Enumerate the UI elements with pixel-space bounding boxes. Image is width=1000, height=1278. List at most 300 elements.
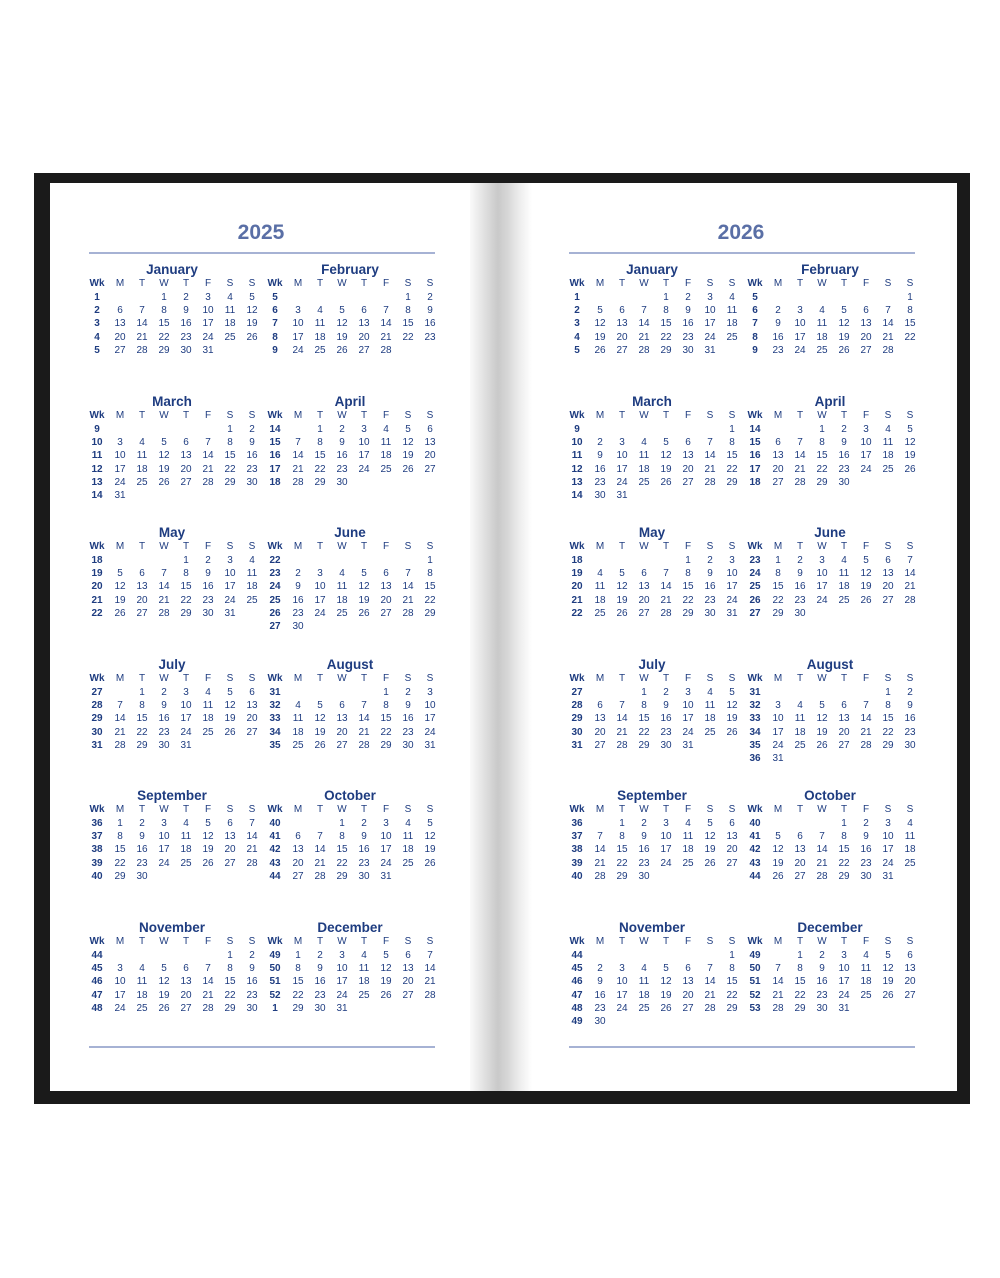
day-cell: 20 xyxy=(246,713,258,725)
day-cell: 27 xyxy=(292,870,304,882)
weekday-label: T xyxy=(840,541,848,552)
weekday-label: M xyxy=(115,804,125,815)
week-number: 30 xyxy=(571,726,583,738)
day-cell: 23 xyxy=(314,989,326,1001)
day-cell: 4 xyxy=(797,700,803,712)
day-cell: 11 xyxy=(246,568,258,580)
day-cell: 30 xyxy=(292,621,304,632)
weekday-label: W xyxy=(817,541,827,552)
day-cell: 20 xyxy=(358,331,370,343)
weekday-label: T xyxy=(316,804,324,815)
week-number: 47 xyxy=(91,989,103,1001)
day-cell: 28 xyxy=(136,344,148,356)
day-cell: 14 xyxy=(882,318,894,330)
day-cell: 8 xyxy=(797,963,803,975)
day-cell: 30 xyxy=(704,607,716,619)
day-cell: 20 xyxy=(682,463,694,475)
day-cell: 17 xyxy=(336,976,348,988)
day-cell: 29 xyxy=(136,739,148,751)
day-cell: 9 xyxy=(685,305,691,317)
weekday-label: T xyxy=(360,410,368,421)
day-cell: 16 xyxy=(904,713,916,725)
day-cell: 17 xyxy=(616,989,628,1001)
day-cell: 28 xyxy=(794,476,806,488)
day-cell: 31 xyxy=(424,739,436,751)
day-cell: 13 xyxy=(402,963,414,975)
week-number: 16 xyxy=(269,450,281,462)
day-cell: 19 xyxy=(336,331,348,343)
day-cell: 16 xyxy=(246,976,258,988)
week-number: 25 xyxy=(269,594,281,606)
weekday-label: F xyxy=(684,673,692,684)
day-cell: 3 xyxy=(863,424,869,435)
week-number: 14 xyxy=(749,424,761,435)
day-cell: 6 xyxy=(797,831,803,843)
day-cell: 4 xyxy=(361,950,367,961)
day-cell: 7 xyxy=(383,305,389,317)
weekday-label: T xyxy=(316,278,324,289)
day-cell: 28 xyxy=(616,739,628,751)
diary-spine xyxy=(470,183,532,1091)
day-cell: 24 xyxy=(660,857,672,869)
day-cell: 13 xyxy=(424,437,436,449)
day-cell: 25 xyxy=(136,1002,148,1014)
day-cell: 1 xyxy=(663,292,669,303)
month-name: August xyxy=(326,657,374,672)
day-cell: 16 xyxy=(292,594,304,606)
day-cell: 8 xyxy=(227,963,233,975)
day-cell: 8 xyxy=(819,437,825,449)
weekday-label: S xyxy=(706,673,714,684)
day-cell: 10 xyxy=(816,568,828,580)
bottom-rule xyxy=(569,1046,915,1048)
day-cell: 8 xyxy=(183,568,189,580)
day-cell: 29 xyxy=(336,870,348,882)
day-cell: 7 xyxy=(249,818,255,829)
day-cell: 9 xyxy=(205,568,211,580)
day-cell: 15 xyxy=(402,318,414,330)
day-cell: 27 xyxy=(358,344,370,356)
day-cell: 19 xyxy=(158,989,170,1001)
day-cell: 3 xyxy=(361,424,367,435)
week-number: 20 xyxy=(571,581,583,593)
day-cell: 6 xyxy=(383,568,389,580)
weekday-label: S xyxy=(884,278,892,289)
week-number: 24 xyxy=(749,568,761,580)
day-cell: 2 xyxy=(183,292,189,303)
day-cell: 12 xyxy=(246,305,258,317)
week-number: 8 xyxy=(752,331,758,343)
weekday-label: F xyxy=(862,278,870,289)
day-cell: 17 xyxy=(180,713,192,725)
day-cell: 25 xyxy=(136,476,148,488)
day-cell: 29 xyxy=(380,739,392,751)
weekday-label: M xyxy=(293,936,303,947)
day-cell: 3 xyxy=(841,950,847,961)
day-cell: 14 xyxy=(246,831,258,843)
month-name: August xyxy=(806,657,854,672)
week-number: 49 xyxy=(269,950,281,961)
day-cell: 29 xyxy=(882,739,894,751)
day-cell: 28 xyxy=(158,607,170,619)
day-cell: 21 xyxy=(202,463,214,475)
day-cell: 25 xyxy=(314,344,326,356)
day-cell: 17 xyxy=(838,976,850,988)
week-number: 25 xyxy=(749,581,761,593)
day-cell: 1 xyxy=(295,950,301,961)
day-cell: 27 xyxy=(224,857,236,869)
week-number: 41 xyxy=(749,831,761,843)
day-cell: 25 xyxy=(726,331,738,343)
day-cell: 3 xyxy=(797,305,803,317)
weekday-label: T xyxy=(316,673,324,684)
day-cell: 8 xyxy=(117,831,123,843)
weekday-label: S xyxy=(906,541,914,552)
day-cell: 16 xyxy=(660,713,672,725)
day-cell: 24 xyxy=(224,594,236,606)
day-cell: 27 xyxy=(682,1002,694,1014)
weekday-label: W xyxy=(817,804,827,815)
day-cell: 8 xyxy=(685,568,691,580)
day-cell: 22 xyxy=(660,331,672,343)
day-cell: 13 xyxy=(682,450,694,462)
day-cell: 21 xyxy=(114,726,126,738)
day-cell: 27 xyxy=(594,739,606,751)
day-cell: 28 xyxy=(882,344,894,356)
day-cell: 13 xyxy=(882,568,894,580)
day-cell: 28 xyxy=(424,989,436,1001)
weekday-label: W xyxy=(639,410,649,421)
week-header: Wk xyxy=(89,278,105,289)
day-cell: 26 xyxy=(202,857,214,869)
week-number: 6 xyxy=(752,305,758,317)
day-cell: 29 xyxy=(180,607,192,619)
day-cell: 2 xyxy=(427,292,433,303)
weekday-label: F xyxy=(862,936,870,947)
bottom-rule xyxy=(89,1046,435,1048)
day-cell: 5 xyxy=(205,818,211,829)
day-cell: 29 xyxy=(682,607,694,619)
weekday-label: M xyxy=(595,278,605,289)
day-cell: 14 xyxy=(816,844,828,856)
week-header: Wk xyxy=(267,804,283,815)
day-cell: 8 xyxy=(295,963,301,975)
week-number: 39 xyxy=(571,857,583,869)
day-cell: 8 xyxy=(619,831,625,843)
month-name: December xyxy=(317,920,383,935)
weekday-label: S xyxy=(728,541,736,552)
weekday-label: S xyxy=(728,936,736,947)
day-cell: 29 xyxy=(726,1002,738,1014)
day-cell: 15 xyxy=(816,450,828,462)
day-cell: 10 xyxy=(314,581,326,593)
day-cell: 11 xyxy=(638,976,650,988)
day-cell: 11 xyxy=(594,581,606,593)
day-cell: 1 xyxy=(339,818,345,829)
day-cell: 25 xyxy=(860,989,872,1001)
day-cell: 9 xyxy=(863,831,869,843)
day-cell: 11 xyxy=(838,568,850,580)
day-cell: 6 xyxy=(361,305,367,317)
week-number: 38 xyxy=(571,844,583,856)
day-cell: 30 xyxy=(638,870,650,882)
weekday-label: T xyxy=(182,936,190,947)
day-cell: 27 xyxy=(772,476,784,488)
day-cell: 3 xyxy=(117,963,123,975)
day-cell: 6 xyxy=(339,700,345,712)
week-number: 18 xyxy=(749,476,761,488)
day-cell: 6 xyxy=(685,437,691,449)
week-number: 9 xyxy=(574,424,580,435)
weekday-label: M xyxy=(293,804,303,815)
day-cell: 13 xyxy=(726,831,738,843)
day-cell: 5 xyxy=(249,292,255,303)
weekday-label: S xyxy=(248,936,256,947)
day-cell: 10 xyxy=(180,700,192,712)
week-number: 36 xyxy=(91,818,103,829)
weekday-label: T xyxy=(138,673,146,684)
day-cell: 5 xyxy=(663,963,669,975)
day-cell: 20 xyxy=(682,989,694,1001)
day-cell: 31 xyxy=(704,344,716,356)
weekday-label: S xyxy=(226,541,234,552)
week-number: 17 xyxy=(749,463,761,475)
week-number: 31 xyxy=(269,687,281,698)
month-name: September xyxy=(137,788,207,803)
day-cell: 8 xyxy=(139,700,145,712)
day-cell: 17 xyxy=(816,581,828,593)
week-number: 51 xyxy=(269,976,281,988)
day-cell: 10 xyxy=(224,568,236,580)
week-header: Wk xyxy=(747,673,763,684)
day-cell: 4 xyxy=(641,437,647,449)
weekday-label: T xyxy=(662,804,670,815)
week-number: 22 xyxy=(269,555,281,566)
day-cell: 31 xyxy=(772,753,784,764)
day-cell: 18 xyxy=(638,463,650,475)
weekday-label: S xyxy=(404,804,412,815)
week-number: 14 xyxy=(269,424,281,435)
day-cell: 1 xyxy=(139,687,145,698)
day-cell: 26 xyxy=(336,344,348,356)
day-cell: 10 xyxy=(838,963,850,975)
day-cell: 5 xyxy=(707,818,713,829)
day-cell: 19 xyxy=(202,844,214,856)
day-cell: 7 xyxy=(707,437,713,449)
day-cell: 9 xyxy=(641,831,647,843)
day-cell: 11 xyxy=(682,831,694,843)
day-cell: 29 xyxy=(794,1002,806,1014)
day-cell: 14 xyxy=(616,713,628,725)
week-number: 37 xyxy=(91,831,103,843)
week-number: 29 xyxy=(571,713,583,725)
weekday-label: T xyxy=(316,541,324,552)
day-cell: 29 xyxy=(114,870,126,882)
day-cell: 31 xyxy=(224,607,236,619)
day-cell: 21 xyxy=(704,463,716,475)
day-cell: 18 xyxy=(314,331,326,343)
day-cell: 4 xyxy=(139,963,145,975)
day-cell: 1 xyxy=(427,555,433,566)
day-cell: 26 xyxy=(660,476,672,488)
day-cell: 31 xyxy=(380,870,392,882)
day-cell: 9 xyxy=(597,450,603,462)
day-cell: 23 xyxy=(838,463,850,475)
week-number: 18 xyxy=(269,476,281,488)
day-cell: 12 xyxy=(314,713,326,725)
week-number: 45 xyxy=(91,963,103,975)
weekday-label: T xyxy=(138,541,146,552)
week-number: 10 xyxy=(571,437,583,449)
week-number: 45 xyxy=(571,963,583,975)
day-cell: 28 xyxy=(246,857,258,869)
day-cell: 26 xyxy=(158,476,170,488)
day-cell: 10 xyxy=(114,976,126,988)
day-cell: 13 xyxy=(358,318,370,330)
day-cell: 5 xyxy=(663,437,669,449)
day-cell: 27 xyxy=(860,344,872,356)
week-number: 9 xyxy=(272,344,278,356)
day-cell: 13 xyxy=(772,450,784,462)
day-cell: 7 xyxy=(405,568,411,580)
day-cell: 5 xyxy=(597,305,603,317)
day-cell: 11 xyxy=(202,700,214,712)
week-number: 27 xyxy=(571,687,583,698)
day-cell: 22 xyxy=(180,594,192,606)
day-cell: 3 xyxy=(317,568,323,580)
day-cell: 12 xyxy=(158,450,170,462)
day-cell: 12 xyxy=(424,831,436,843)
day-cell: 21 xyxy=(402,594,414,606)
day-cell: 28 xyxy=(202,1002,214,1014)
day-cell: 6 xyxy=(139,568,145,580)
day-cell: 31 xyxy=(682,739,694,751)
day-cell: 24 xyxy=(158,857,170,869)
day-cell: 25 xyxy=(638,476,650,488)
day-cell: 9 xyxy=(663,700,669,712)
day-cell: 7 xyxy=(139,305,145,317)
day-cell: 10 xyxy=(682,700,694,712)
day-cell: 5 xyxy=(907,424,913,435)
day-cell: 12 xyxy=(660,450,672,462)
day-cell: 1 xyxy=(907,292,913,303)
week-number: 9 xyxy=(752,344,758,356)
day-cell: 20 xyxy=(882,581,894,593)
day-cell: 5 xyxy=(227,687,233,698)
day-cell: 19 xyxy=(358,594,370,606)
day-cell: 23 xyxy=(402,726,414,738)
day-cell: 9 xyxy=(907,700,913,712)
weekday-label: T xyxy=(360,936,368,947)
day-cell: 24 xyxy=(424,726,436,738)
week-header: Wk xyxy=(89,410,105,421)
day-cell: 21 xyxy=(292,463,304,475)
day-cell: 27 xyxy=(794,870,806,882)
day-cell: 2 xyxy=(663,687,669,698)
day-cell: 21 xyxy=(594,857,606,869)
day-cell: 12 xyxy=(594,318,606,330)
day-cell: 28 xyxy=(816,870,828,882)
day-cell: 30 xyxy=(246,1002,258,1014)
day-cell: 29 xyxy=(660,344,672,356)
weekday-label: S xyxy=(426,936,434,947)
day-cell: 29 xyxy=(726,476,738,488)
day-cell: 29 xyxy=(816,476,828,488)
day-cell: 18 xyxy=(794,726,806,738)
day-cell: 20 xyxy=(838,726,850,738)
weekday-label: M xyxy=(595,541,605,552)
day-cell: 29 xyxy=(616,870,628,882)
day-cell: 25 xyxy=(246,594,258,606)
top-rule xyxy=(89,252,435,254)
day-cell: 20 xyxy=(904,976,916,988)
day-cell: 30 xyxy=(402,739,414,751)
day-cell: 23 xyxy=(180,331,192,343)
week-number: 31 xyxy=(91,739,103,751)
day-cell: 20 xyxy=(114,331,126,343)
day-cell: 17 xyxy=(424,713,436,725)
day-cell: 29 xyxy=(424,607,436,619)
weekday-label: M xyxy=(595,410,605,421)
day-cell: 4 xyxy=(907,818,913,829)
week-number: 46 xyxy=(91,976,103,988)
week-number: 4 xyxy=(94,331,100,343)
day-cell: 10 xyxy=(882,831,894,843)
day-cell: 16 xyxy=(594,463,606,475)
day-cell: 24 xyxy=(882,857,894,869)
day-cell: 11 xyxy=(860,963,872,975)
weekday-label: S xyxy=(706,541,714,552)
week-number: 13 xyxy=(91,476,103,488)
day-cell: 19 xyxy=(158,463,170,475)
day-cell: 19 xyxy=(860,581,872,593)
day-cell: 16 xyxy=(838,450,850,462)
day-cell: 11 xyxy=(638,450,650,462)
day-cell: 25 xyxy=(704,726,716,738)
day-cell: 11 xyxy=(136,450,148,462)
day-cell: 12 xyxy=(336,318,348,330)
weekday-label: S xyxy=(906,804,914,815)
week-number: 19 xyxy=(571,568,583,580)
day-cell: 3 xyxy=(885,818,891,829)
day-cell: 10 xyxy=(358,437,370,449)
day-cell: 12 xyxy=(114,581,126,593)
week-number: 22 xyxy=(571,607,583,619)
day-cell: 9 xyxy=(361,831,367,843)
weekday-label: S xyxy=(248,278,256,289)
day-cell: 6 xyxy=(117,305,123,317)
day-cell: 15 xyxy=(882,713,894,725)
weekday-label: S xyxy=(728,804,736,815)
weekday-label: T xyxy=(182,673,190,684)
day-cell: 13 xyxy=(682,976,694,988)
day-cell: 13 xyxy=(904,963,916,975)
day-cell: 1 xyxy=(641,687,647,698)
day-cell: 22 xyxy=(136,726,148,738)
day-cell: 14 xyxy=(638,318,650,330)
day-cell: 29 xyxy=(292,1002,304,1014)
day-cell: 19 xyxy=(224,713,236,725)
weekday-label: F xyxy=(862,673,870,684)
day-cell: 26 xyxy=(660,1002,672,1014)
day-cell: 1 xyxy=(117,818,123,829)
day-cell: 19 xyxy=(616,594,628,606)
day-cell: 12 xyxy=(704,831,716,843)
month-name: February xyxy=(801,262,859,277)
day-cell: 25 xyxy=(180,857,192,869)
day-cell: 10 xyxy=(794,318,806,330)
day-cell: 2 xyxy=(819,950,825,961)
